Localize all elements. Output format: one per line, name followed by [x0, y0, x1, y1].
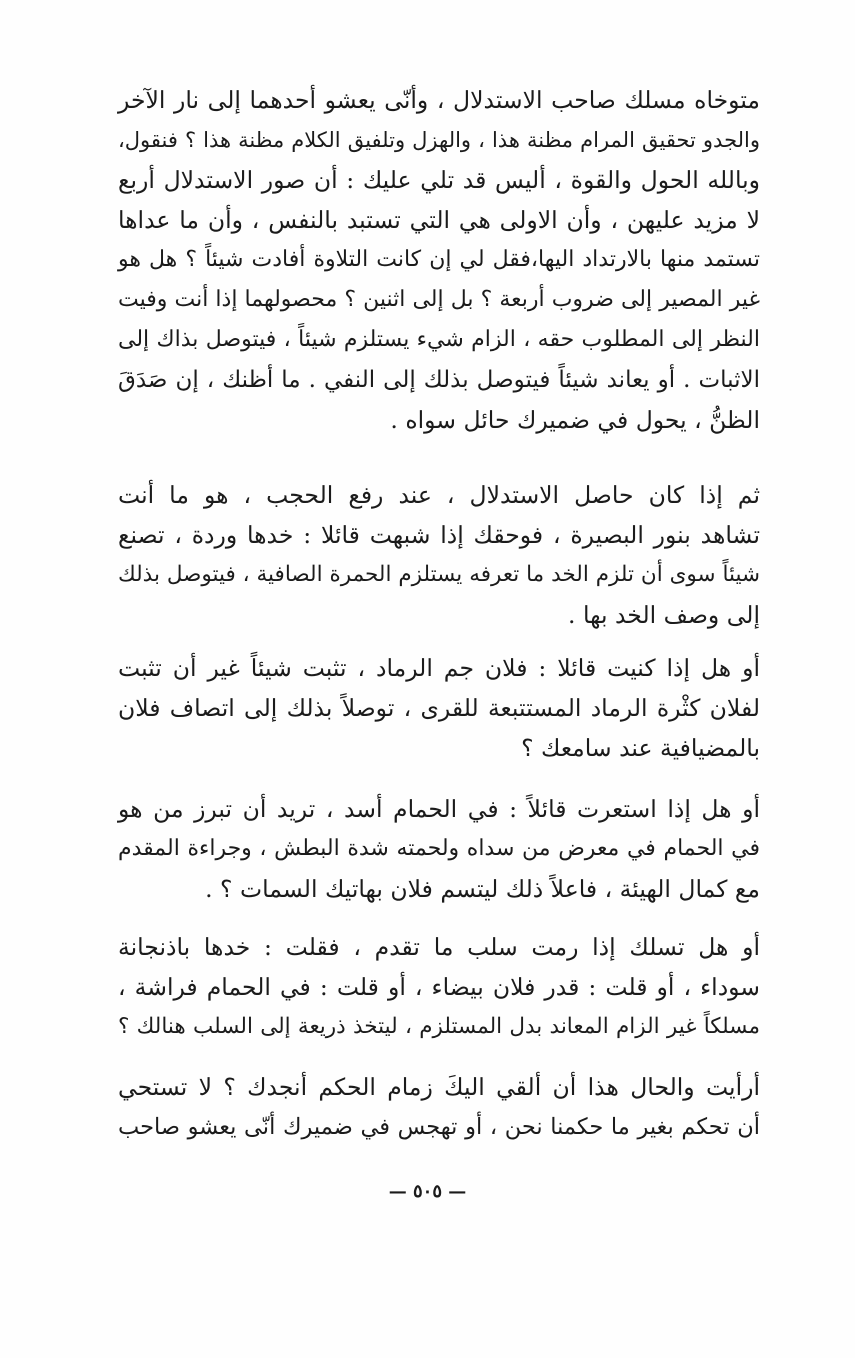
- text-line: شيئاً سوى أن تلزم الخد ما تعرفه يستلزم الحمرة الصافية ، فيتوصل بذلك: [118, 562, 760, 587]
- text-line: مع كمال الهيئة ، فاعلاً ذلك ليتسم فلان بهاتيك السمات ؟ .: [205, 875, 760, 903]
- text-line: وبالله الحول والقوة ، أليس قد تلي عليك : أن صور الاستدلال أربع: [118, 166, 760, 194]
- text-line: تستمد منها بالارتداد اليها،فقل لي إن كانت التلاوة أفادت شيئاً ؟ هل هو: [118, 247, 760, 272]
- text-line: متوخاه مسلك صاحب الاستدلال ، وأنّى يعشو أحدهما إلى نار الآخر: [118, 86, 760, 114]
- paragraph-4: [118, 789, 760, 909]
- text-line: والجدو تحقيق المرام مظنة هذا ، والهزل وتلفيق الكلام مظنة هذا ؟ فنقول،: [118, 128, 760, 152]
- text-line: تشاهد بنور البصيرة ، فوحقك إذا شبهت قائلا : خدها وردة ، تصنع: [118, 521, 760, 549]
- text-line: النظر إلى المطلوب حقه ، الزام شيء يستلزم شيئاً ، فيتوصل بذاك إلى: [118, 327, 760, 352]
- paragraph-3: [118, 648, 760, 768]
- text-line: سوداء ، أو قلت : قدر فلان بيضاء ، أو قلت : في الحمام فراشة ،: [118, 973, 760, 1001]
- text-line: في الحمام في معرض من سداه ولحمته شدة البطش ، وجراءة المقدم: [118, 836, 760, 861]
- text-line: الاثبات . أو يعاند شيئاً فيتوصل بذلك إلى النفي . ما أظنك ، إن صَدَقَ: [118, 367, 760, 393]
- text-line: ثم إذا كان حاصل الاستدلال ، عند رفع الحجب ، هو ما أنت: [118, 481, 760, 509]
- paragraph-2: [118, 475, 760, 635]
- text-line: بالمضيافية عند سامعك ؟: [521, 734, 760, 762]
- page-number: — ٥٠٥ —: [388, 1181, 467, 1202]
- text-line: أو هل تسلك إذا رمت سلب ما تقدم ، فقلت : خدها باذنجانة: [118, 933, 760, 961]
- text-line: لا مزيد عليهن ، وأن الاولى هي التي تستبد بالنفس ، وأن ما عداها: [118, 206, 760, 234]
- text-line: لفلان كثْرة الرماد المستتبعة للقرى ، توصلاً بذلك إلى اتصاف فلان: [118, 694, 760, 722]
- text-line: أو هل إذا كنيت قائلا : فلان جم الرماد ، تثبت شيئاً غير أن تثبت: [118, 654, 760, 682]
- text-line: أرأيت والحال هذا أن ألقي اليكَ زمام الحكم أنجدك ؟ لا تستحي: [118, 1073, 760, 1101]
- text-line: إلى وصف الخد بها .: [568, 601, 760, 629]
- text-line: أن تحكم بغير ما حكمنا نحن ، أو تهجس في ضميرك أنّى يعشو صاحب: [118, 1114, 760, 1140]
- text-line: أو هل إذا استعرت قائلاً : في الحمام أسد ، تريد أن تبرز من هو: [118, 795, 760, 823]
- text-line: غير المصير إلى ضروب أربعة ؟ بل إلى اثنين ؟ محصولهما إذا أنت وفيت: [118, 287, 760, 312]
- text-line: الظنُّ ، يحول في ضميرك حائل سواه .: [390, 406, 760, 434]
- text-line: مسلكاً غير الزام المعاند بدل المستلزم ، ليتخذ ذريعة إلى السلب هنالك ؟: [118, 1014, 760, 1039]
- paragraph-1: [118, 80, 760, 440]
- paragraph-5: [118, 927, 760, 1047]
- paragraph-6: [118, 1067, 760, 1147]
